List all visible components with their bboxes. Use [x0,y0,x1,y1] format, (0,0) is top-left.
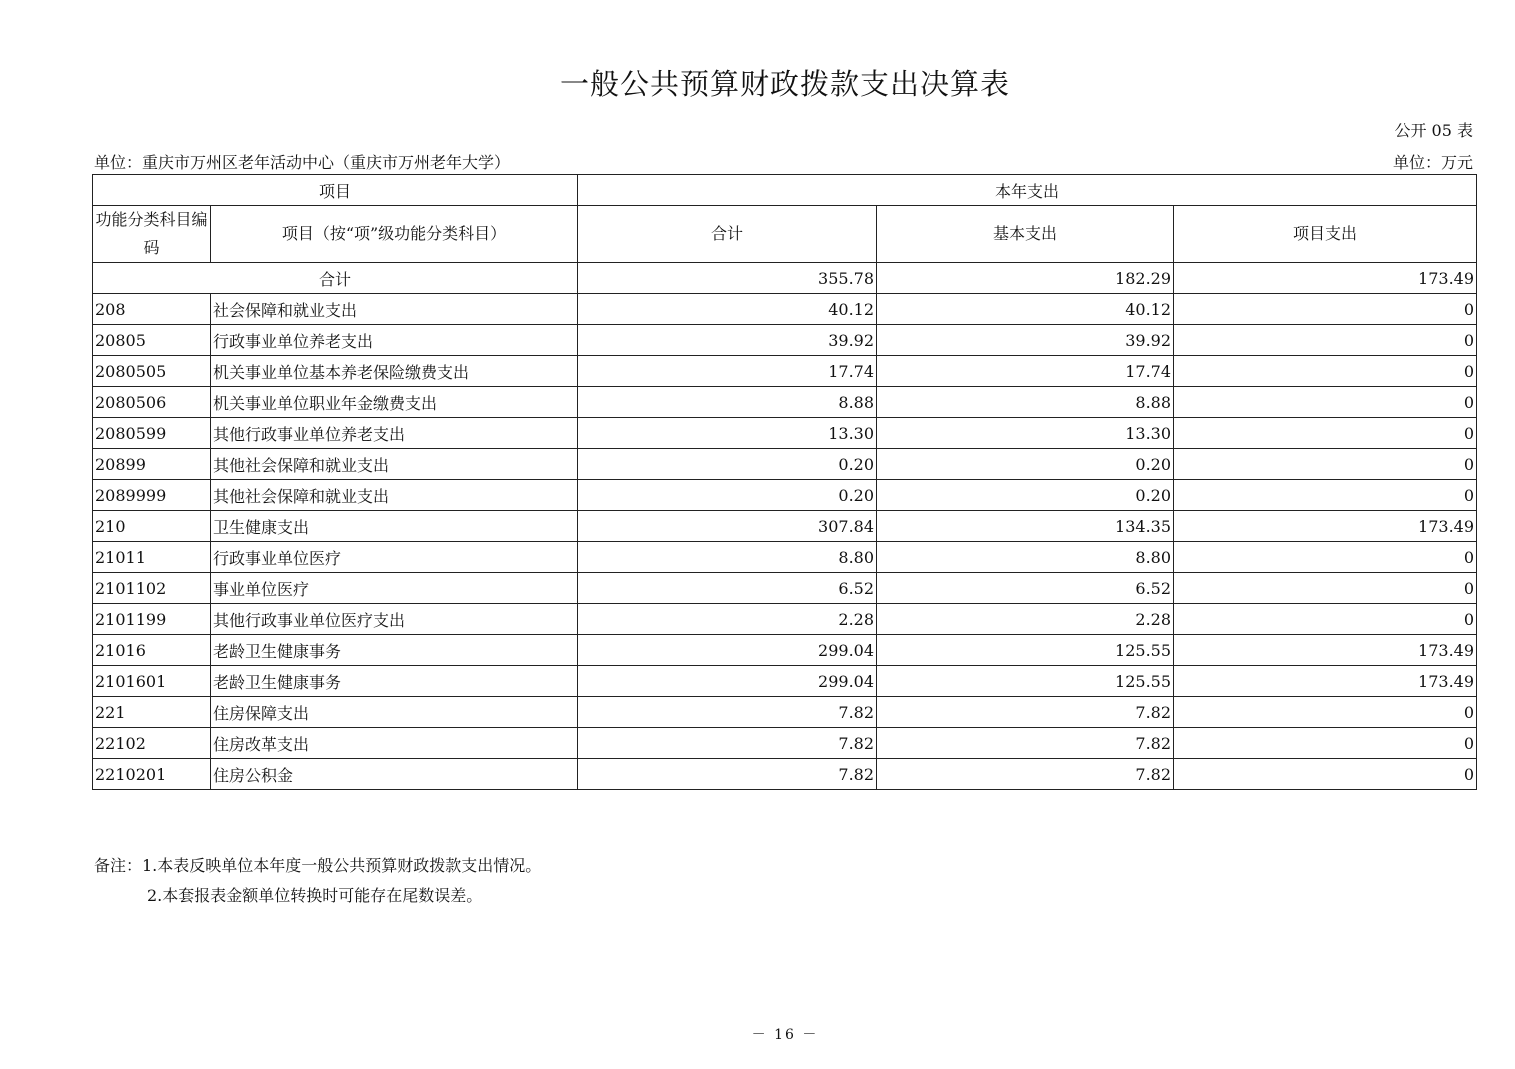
row-total: 299.04 [578,635,877,666]
row-project: 0 [1174,294,1477,325]
page-title: 一般公共预算财政拨款支出决算表 [559,67,1010,101]
expenditure-table [92,174,1477,790]
row-name: 住房公积金 [211,759,578,790]
header-project: 项目 [93,175,578,206]
row-total: 0.20 [578,480,877,511]
row-total: 40.12 [578,294,877,325]
row-basic: 7.82 [877,728,1174,759]
row-project: 0 [1174,325,1477,356]
row-basic: 2.28 [877,604,1174,635]
row-basic: 8.88 [877,387,1174,418]
total-row [93,263,1477,294]
total-project: 173.49 [1174,263,1477,294]
row-total: 17.74 [578,356,877,387]
row-basic: 13.30 [877,418,1174,449]
row-code: 22102 [93,728,211,759]
row-total: 13.30 [578,418,877,449]
row-code: 21016 [93,635,211,666]
row-code: 2080506 [93,387,211,418]
row-code: 2101199 [93,604,211,635]
table-row [93,325,1477,356]
note-2: 2.本套报表金额单位转换时可能存在尾数误差。 [147,886,483,905]
row-total: 7.82 [578,697,877,728]
row-code: 20899 [93,449,211,480]
table-row [93,356,1477,387]
row-basic: 0.20 [877,480,1174,511]
row-code: 2080599 [93,418,211,449]
table-row [93,666,1477,697]
row-code: 2101601 [93,666,211,697]
row-name: 机关事业单位基本养老保险缴费支出 [211,356,578,387]
row-name: 其他行政事业单位养老支出 [211,418,578,449]
row-total: 2.28 [578,604,877,635]
table-row [93,697,1477,728]
row-project: 0 [1174,480,1477,511]
row-code: 2080505 [93,356,211,387]
table-row [93,294,1477,325]
row-total: 39.92 [578,325,877,356]
row-basic: 125.55 [877,666,1174,697]
row-total: 8.80 [578,542,877,573]
row-name: 其他行政事业单位医疗支出 [211,604,578,635]
row-total: 8.88 [578,387,877,418]
row-code: 210 [93,511,211,542]
row-total: 6.52 [578,573,877,604]
row-basic: 8.80 [877,542,1174,573]
row-total: 7.82 [578,728,877,759]
row-code: 208 [93,294,211,325]
row-name: 老龄卫生健康事务 [211,635,578,666]
table-row [93,449,1477,480]
row-project: 0 [1174,418,1477,449]
table-row [93,728,1477,759]
row-basic: 7.82 [877,759,1174,790]
row-project: 0 [1174,449,1477,480]
table-row [93,542,1477,573]
row-project: 0 [1174,387,1477,418]
note-1: 备注：1.本表反映单位本年度一般公共预算财政拨款支出情况。 [94,856,542,875]
table-body [93,263,1477,790]
row-code: 2210201 [93,759,211,790]
table-row [93,573,1477,604]
table-row [93,480,1477,511]
currency-unit: 单位：万元 [1392,153,1473,172]
row-name: 住房改革支出 [211,728,578,759]
total-label: 合计 [93,263,578,294]
header-name: 项目（按“项”级功能分类科目） [211,206,578,263]
row-project: 0 [1174,728,1477,759]
row-basic: 6.52 [877,573,1174,604]
row-project: 173.49 [1174,666,1477,697]
row-basic: 40.12 [877,294,1174,325]
row-code: 221 [93,697,211,728]
total-basic: 182.29 [877,263,1174,294]
row-basic: 17.74 [877,356,1174,387]
row-total: 7.82 [578,759,877,790]
table-row [93,604,1477,635]
row-name: 事业单位医疗 [211,573,578,604]
row-project: 0 [1174,356,1477,387]
row-project: 0 [1174,697,1477,728]
row-total: 299.04 [578,666,877,697]
total-sum: 355.78 [578,263,877,294]
table-row [93,387,1477,418]
header-code [93,206,211,263]
row-project: 173.49 [1174,635,1477,666]
header-project-expenditure: 项目支出 [1174,206,1477,263]
row-name: 卫生健康支出 [211,511,578,542]
row-name: 其他社会保障和就业支出 [211,480,578,511]
row-basic: 7.82 [877,697,1174,728]
row-basic: 39.92 [877,325,1174,356]
row-code: 20805 [93,325,211,356]
row-basic: 0.20 [877,449,1174,480]
row-project: 0 [1174,604,1477,635]
row-total: 307.84 [578,511,877,542]
row-name: 行政事业单位养老支出 [211,325,578,356]
row-name: 老龄卫生健康事务 [211,666,578,697]
table-row [93,759,1477,790]
row-total: 0.20 [578,449,877,480]
header-current-year: 本年支出 [578,175,1477,206]
header-code-label: 功能分类科目编码 [95,210,208,257]
row-code: 2089999 [93,480,211,511]
row-project: 173.49 [1174,511,1477,542]
row-basic: 125.55 [877,635,1174,666]
table-row [93,635,1477,666]
row-code: 2101102 [93,573,211,604]
row-code: 21011 [93,542,211,573]
row-name: 机关事业单位职业年金缴费支出 [211,387,578,418]
row-name: 住房保障支出 [211,697,578,728]
row-project: 0 [1174,573,1477,604]
header-total: 合计 [578,206,877,263]
table-row [93,418,1477,449]
row-project: 0 [1174,759,1477,790]
row-name: 其他社会保障和就业支出 [211,449,578,480]
row-name: 社会保障和就业支出 [211,294,578,325]
row-basic: 134.35 [877,511,1174,542]
header-basic: 基本支出 [877,206,1174,263]
notes [94,851,541,911]
form-number: 公开 05 表 [1394,121,1473,140]
row-name: 行政事业单位医疗 [211,542,578,573]
row-project: 0 [1174,542,1477,573]
table-row [93,511,1477,542]
page-number: － 16 － [751,1027,819,1043]
reporting-unit: 单位：重庆市万州区老年活动中心（重庆市万州老年大学） [94,153,511,172]
